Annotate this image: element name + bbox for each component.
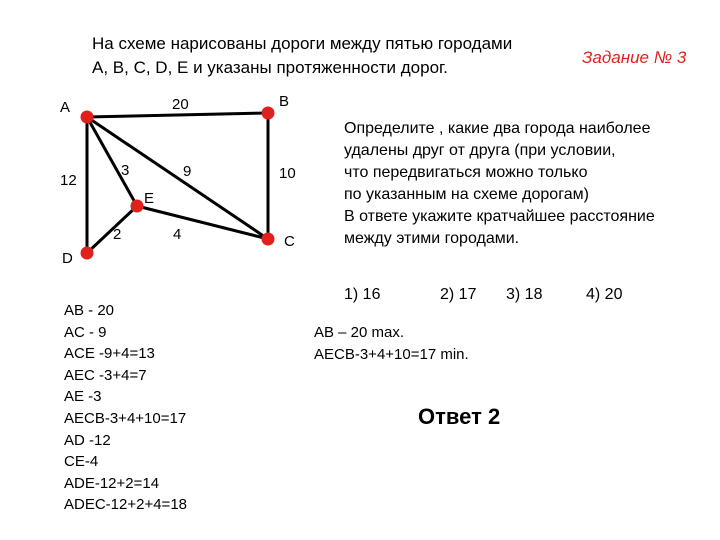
problem-statement-line: На схеме нарисованы дороги между пятью городами	[92, 34, 513, 53]
road-d-e	[87, 206, 137, 253]
calc-line: AB - 20	[64, 302, 115, 319]
question-line: между этими городами.	[344, 230, 520, 247]
note-line: AECB-3+4+10=17 min.	[314, 346, 469, 363]
question-text	[344, 118, 655, 250]
city-node-c	[262, 233, 275, 246]
answer-option-1: 1) 16	[344, 286, 381, 303]
calc-line: AECB-3+4+10=17	[64, 409, 187, 427]
city-label-b: В	[279, 93, 290, 110]
question-line: по указанным на схеме дорогам)	[344, 186, 589, 203]
question-line: удалены друг от друга (при условии,	[344, 142, 616, 159]
answer-option-3: 3) 18	[506, 286, 543, 303]
city-node-d	[81, 247, 94, 260]
solution-notes	[314, 322, 469, 366]
calc-line: AC - 9	[64, 323, 107, 341]
task-label: Задание № 3	[582, 48, 687, 67]
road-length-a-d: 12	[60, 172, 77, 189]
road-e-c	[137, 206, 268, 239]
answer-option-4: 4) 20	[586, 286, 623, 303]
city-node-b	[262, 107, 275, 120]
road-length-b-c: 10	[279, 165, 296, 182]
road-a-c	[87, 117, 268, 239]
city-label-d: D	[62, 250, 73, 267]
question-line: В ответе укажите кратчайшее расстояние	[344, 208, 655, 225]
road-a-b	[87, 113, 268, 117]
calc-line: AEC -3+4=7	[64, 366, 147, 384]
road-length-e-c: 4	[173, 226, 182, 243]
question-line: Определите , какие два города наиболее	[344, 120, 651, 137]
road-length-a-e: 3	[121, 162, 130, 179]
city-label-c: С	[284, 233, 295, 250]
final-answer: Ответ 2	[418, 404, 501, 429]
road-a-e	[87, 117, 137, 206]
path-calculations	[64, 300, 187, 516]
road-length-d-e: 2	[113, 226, 122, 243]
calc-line: CE-4	[64, 453, 99, 471]
question-line: что передвигаться можно только	[344, 164, 588, 181]
calc-line: AD -12	[64, 431, 111, 449]
road-graph	[0, 0, 340, 280]
calc-line: ACE -9+4=13	[64, 345, 155, 363]
problem-statement-line: А, В, С, D, Е и указаны протяженности дорог.	[92, 58, 448, 77]
calc-line: ADE-12+2=14	[64, 474, 160, 492]
city-label-e: Е	[144, 190, 155, 207]
road-length-a-b: 20	[172, 96, 189, 113]
road-length-a-c: 9	[183, 163, 192, 180]
city-label-a: А	[60, 99, 71, 116]
answer-option-2: 2) 17	[440, 286, 477, 303]
calc-line: AE -3	[64, 388, 102, 406]
note-line: АВ – 20 max.	[314, 324, 405, 341]
city-node-e	[131, 200, 144, 213]
calc-line: ADEC-12+2+4=18	[64, 496, 188, 514]
city-node-a	[81, 111, 94, 124]
